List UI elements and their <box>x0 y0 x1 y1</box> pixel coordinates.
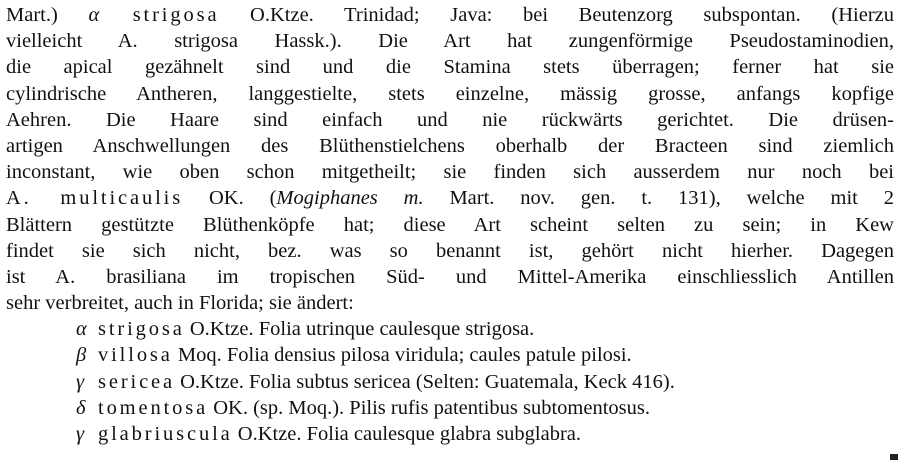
variety-description: Moq. Folia densius pilosa viridula; caules patule pilosi. <box>172 344 632 367</box>
variety-description: OK. (sp. Moq.). Pilis rufis patentibus subtomentosus. <box>208 396 650 419</box>
text-line-8 <box>6 185 894 211</box>
variety-entry <box>6 395 894 421</box>
variety-greek-letter: γ <box>76 370 85 393</box>
text-line-6: artigen Anschwellungen des Blüthenstielchens oberhalb der Bracteen sind ziemlich <box>6 134 894 157</box>
line-8-author: OK. ( <box>183 187 277 210</box>
variety-entry <box>6 316 894 342</box>
variety-entry <box>6 421 894 447</box>
line-8-suffix: Mart. nov. gen. t. 131), welche mit 2 <box>423 187 894 210</box>
line-1-greek-letter: α <box>88 4 100 26</box>
line-8-species-name: A. multicaulis <box>6 187 184 210</box>
scan-corner-mark <box>890 454 898 460</box>
text-line-7: inconstant, wie oben schon mitgetheilt; sie finden sich ausserdem nur noch bei <box>6 161 894 184</box>
variety-name: villosa <box>98 344 173 367</box>
text-line-3: die apical gezähnelt sind und die Stamina stets überragen; ferner hat sie <box>6 56 894 79</box>
line-1-suffix: O.Ktze. Trinidad; Java: bei Beutenzorg subspontan. (Hierzu <box>219 4 894 26</box>
variety-greek-letter: α <box>76 318 87 341</box>
variety-name: sericea <box>98 370 175 393</box>
variety-description: O.Ktze. Folia caulesque glabra subglabra. <box>232 423 582 445</box>
text-line-2: vielleicht A. strigosa Hassk.). Die Art hat zungenförmige Pseudostaminodien, <box>6 30 894 53</box>
text-line-11: ist A. brasiliana im tropischen Süd- und Mittel-Amerika einschliesslich Antillen <box>6 265 894 288</box>
text-line-4: cylindrische Antheren, langgestielte, stets einzelne, mässig grosse, anfangs kopfige <box>6 82 894 105</box>
document-page <box>6 2 894 447</box>
variety-description: O.Ktze. Folia utrinque caulesque strigosa. <box>184 318 535 341</box>
variety-entry <box>6 342 894 368</box>
variety-name: strigosa <box>98 318 185 341</box>
variety-name: tomentosa <box>98 396 209 419</box>
line-1-variety-name: strigosa <box>99 4 220 26</box>
variety-description: O.Ktze. Folia subtus sericea (Selten: Guatemala, Keck 416). <box>175 370 675 393</box>
variety-greek-letter: β <box>76 344 87 367</box>
text-line-10: findet sie sich nicht, bez. was so benannt ist, gehört nicht hierher. Dagegen <box>6 239 894 262</box>
text-line-1 <box>6 2 894 28</box>
line-8-italic-synonym: Mogiphanes m. <box>276 187 424 210</box>
variety-greek-letter: γ <box>76 423 85 445</box>
variety-greek-letter: δ <box>76 396 86 419</box>
variety-list <box>6 316 894 447</box>
text-line-5: Aehren. Die Haare sind einfach und nie rückwärts gerichtet. Die drüsen- <box>6 108 894 131</box>
text-line-12: sehr verbreitet, auch in Florida; sie ändert: <box>6 292 354 315</box>
variety-name: glabriuscula <box>98 423 233 445</box>
line-1-prefix: Mart.) <box>6 4 89 26</box>
variety-entry <box>6 369 894 395</box>
text-line-9: Blättern gestützte Blüthenköpfe hat; diese Art scheint selten zu sein; in Kew <box>6 213 894 236</box>
main-paragraph <box>6 2 894 316</box>
